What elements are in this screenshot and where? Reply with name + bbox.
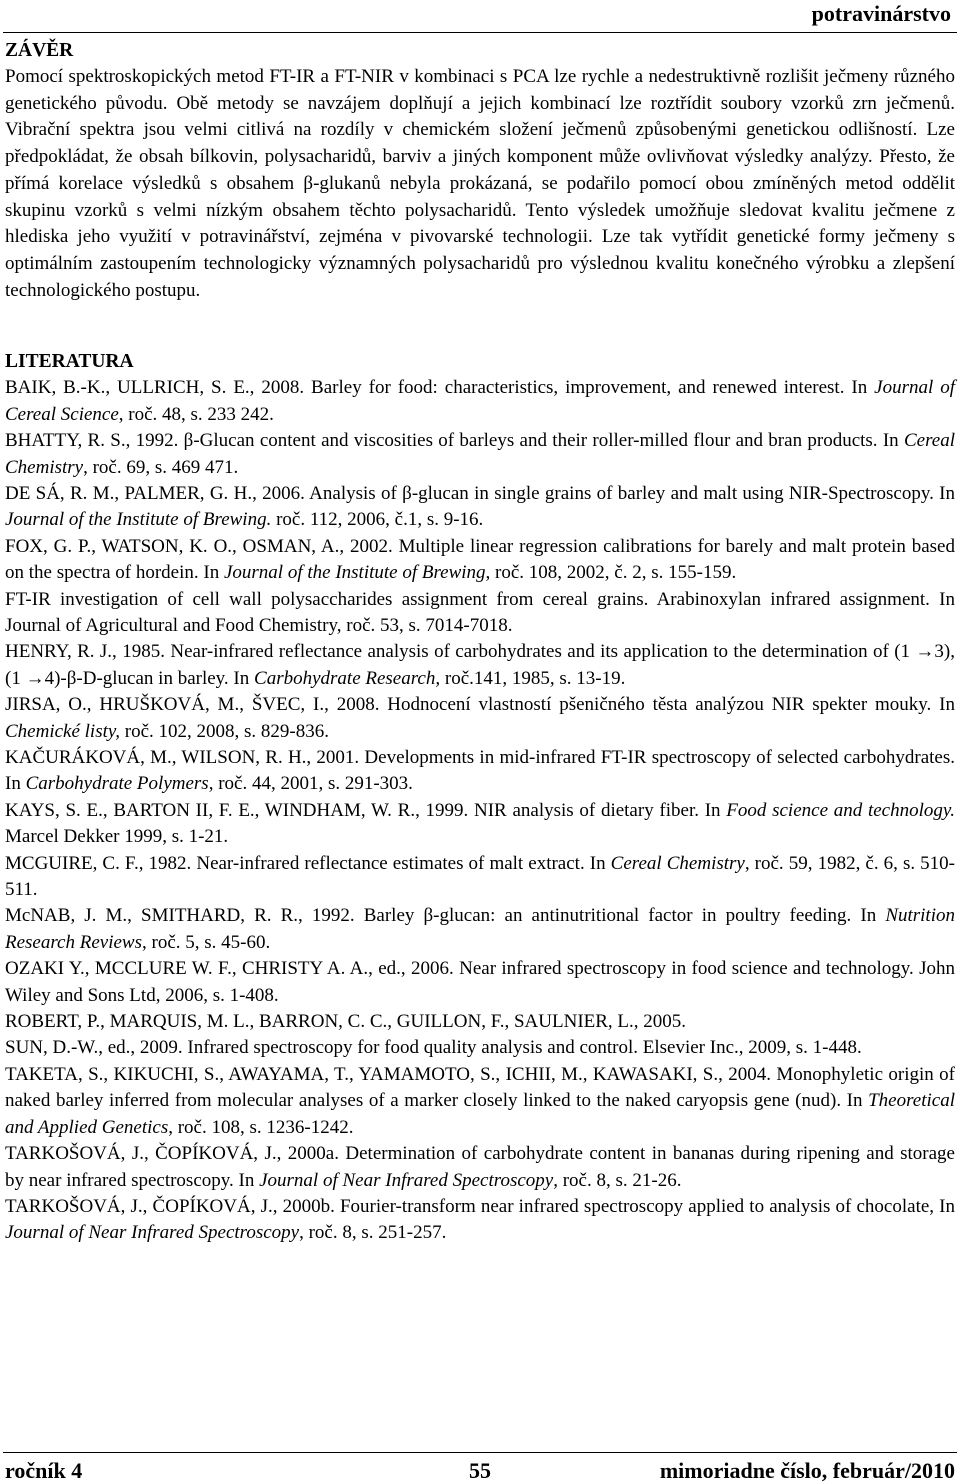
reference-item: BHATTY, R. S., 1992. β-Glucan content and viscosities of barleys and their roller-milled flour and bran products. In Cereal Chemistry, roč. 69, s. 469 471. bbox=[5, 430, 955, 478]
page-footer bbox=[3, 1452, 957, 1482]
page-header bbox=[3, 0, 957, 33]
reference-item: FT-IR investigation of cell wall polysaccharides assignment from cereal grains. Arabinoxylan infrared assignment. In Journal of Agricultural and Food Chemistry, roč. 53, s. 7014-7018. bbox=[5, 588, 955, 636]
reference-item: DE SÁ, R. M., PALMER, G. H., 2006. Analysis of β-glucan in single grains of barley and malt using NIR-Spectroscopy. In Journal of the Institute of Brewing. roč. 112, 2006, č.1, s. 9-16. bbox=[5, 482, 955, 531]
volume-label: ročník 4 bbox=[5, 1458, 83, 1483]
reference-item: HENRY, R. J., 1985. Near-infrared reflectance analysis of carbohydrates and its application to the determination of (1 →3),(1 →4)-β-D-glucan in barley. In Carbohydrate Research, roč.141, 1985, s. 13-19. bbox=[5, 641, 955, 689]
reference-item: McNAB, J. M., SMITHARD, R. R., 1992. Barley β-glucan: an antinutritional factor in poultry feeding. In Nutrition Research Reviews, roč. 5, s. 45-60. bbox=[5, 905, 955, 953]
literature-heading: LITERATURA bbox=[5, 351, 134, 373]
reference-item: TARKOŠOVÁ, J., ČOPÍKOVÁ, J., 2000b. Fourier-transform near infrared spectroscopy applied to analysis of chocolate, In Journal of Near Infrared Spectroscopy, roč. 8, s. 251-257. bbox=[5, 1195, 955, 1244]
reference-item: JIRSA, O., HRUŠKOVÁ, M., ŠVEC, I., 2008. Hodnocení vlastností pšeničného těsta analýzou NIR spekter mouky. In Chemické listy, roč. 102, 2008, s. 829-836. bbox=[5, 694, 955, 742]
issue-label: mimoriadne číslo, február/2010 bbox=[659, 1458, 955, 1483]
reference-item: OZAKI Y., MCCLURE W. F., CHRISTY A. A., ed., 2006. Near infrared spectroscopy in food science and technology. John Wiley and Sons Ltd, 2006, s. 1-408. bbox=[5, 958, 955, 1006]
journal-name: potravinárstvo bbox=[811, 1, 951, 26]
reference-item: FOX, G. P., WATSON, K. O., OSMAN, A., 2002. Multiple linear regression calibrations for barely and malt protein based on the spectra of hordein. In Journal of the Institute of Brewing, roč. 108, 2002, č. 2, s. 155-159. bbox=[5, 535, 955, 584]
reference-item: MCGUIRE, C. F., 1982. Near-infrared reflectance estimates of malt extract. In Cereal Chemistry, roč. 59, 1982, č. 6, s. 510-511. bbox=[5, 852, 955, 901]
reference-item: TARKOŠOVÁ, J., ČOPÍKOVÁ, J., 2000a. Determination of carbohydrate content in bananas during ripening and storage by near infrared spectroscopy. In Journal of Near Infrared Spectroscopy, roč. 8, s. 21-26. bbox=[5, 1143, 955, 1191]
reference-item: KAČURÁKOVÁ, M., WILSON, R. H., 2001. Developments in mid-infrared FT-IR spectroscopy of selected carbohydrates. In Carbohydrate Polymers, roč. 44, 2001, s. 291-303. bbox=[5, 747, 955, 795]
reference-item: KAYS, S. E., BARTON II, F. E., WINDHAM, W. R., 1999. NIR analysis of dietary fiber. In Food science and technology. Marcel Dekker 1999, s. 1-21. bbox=[5, 799, 956, 848]
reference-item: SUN, D.-W., ed., 2009. Infrared spectroscopy for food quality analysis and control. Elsevier Inc., 2009, s. 1-448. bbox=[5, 1037, 862, 1059]
conclusion-heading: ZÁVĚR bbox=[5, 40, 74, 61]
page-content bbox=[5, 38, 955, 1247]
page-number: 55 bbox=[469, 1458, 491, 1483]
reference-item: TAKETA, S., KIKUCHI, S., AWAYAMA, T., YAMAMOTO, S., ICHII, M., KAWASAKI, S., 2004. Monophyletic origin of naked barley inferred from molecular analyses of a marker closely linked to the naked caryopsis gene (nud). In Theoretical and Applied Genetics, roč. 108, s. 1236-1242. bbox=[5, 1063, 955, 1138]
reference-item: BAIK, B.-K., ULLRICH, S. E., 2008. Barley for food: characteristics, improvement, and renewed interest. In Journal of Cereal Science, roč. 48, s. 233 242. bbox=[5, 377, 955, 425]
reference-item: ROBERT, P., MARQUIS, M. L., BARRON, C. C., GUILLON, F., SAULNIER, L., 2005. bbox=[5, 1011, 687, 1033]
conclusion-paragraph: Pomocí spektroskopických metod FT-IR a FT-NIR v kombinaci s PCA lze rychle a nedestruktivně rozlišit ječmeny různého genetického původu. Obě metody se navzájem doplňují a jejich kombinací lze roztřídit soubory vzorků zrn ječmenů. Vibrační spektra jsou velmi citlivá na rozdíly v chemickém složení ječmenů způsobenými genetickou odlišností. Lze předpokládat, že obsah bílkovin, polysacharidů, barviv a jiných komponent může ovlivňovat výsledky analýzy. Přesto, že přímá korelace výsledků s obsahem β-glukanů nebyla prokázaná, se podařilo pomocí obou zmíněných metod oddělit skupinu vzorků s velmi nízkým obsahem těchto polysacharidů. Tento výsledek umožňuje sledovat kvalitu ječmene z hlediska jeho využití v potravinářství, zejména v pivovarské technologii. Lze tak vytřídit genetické formy ječmeny s optimálním zastoupením technologicky významných polysacharidů pro výslednou kvalitu konečného výrobku a zlepšení technologického postupu. bbox=[5, 66, 955, 301]
reference-list bbox=[5, 375, 955, 1246]
